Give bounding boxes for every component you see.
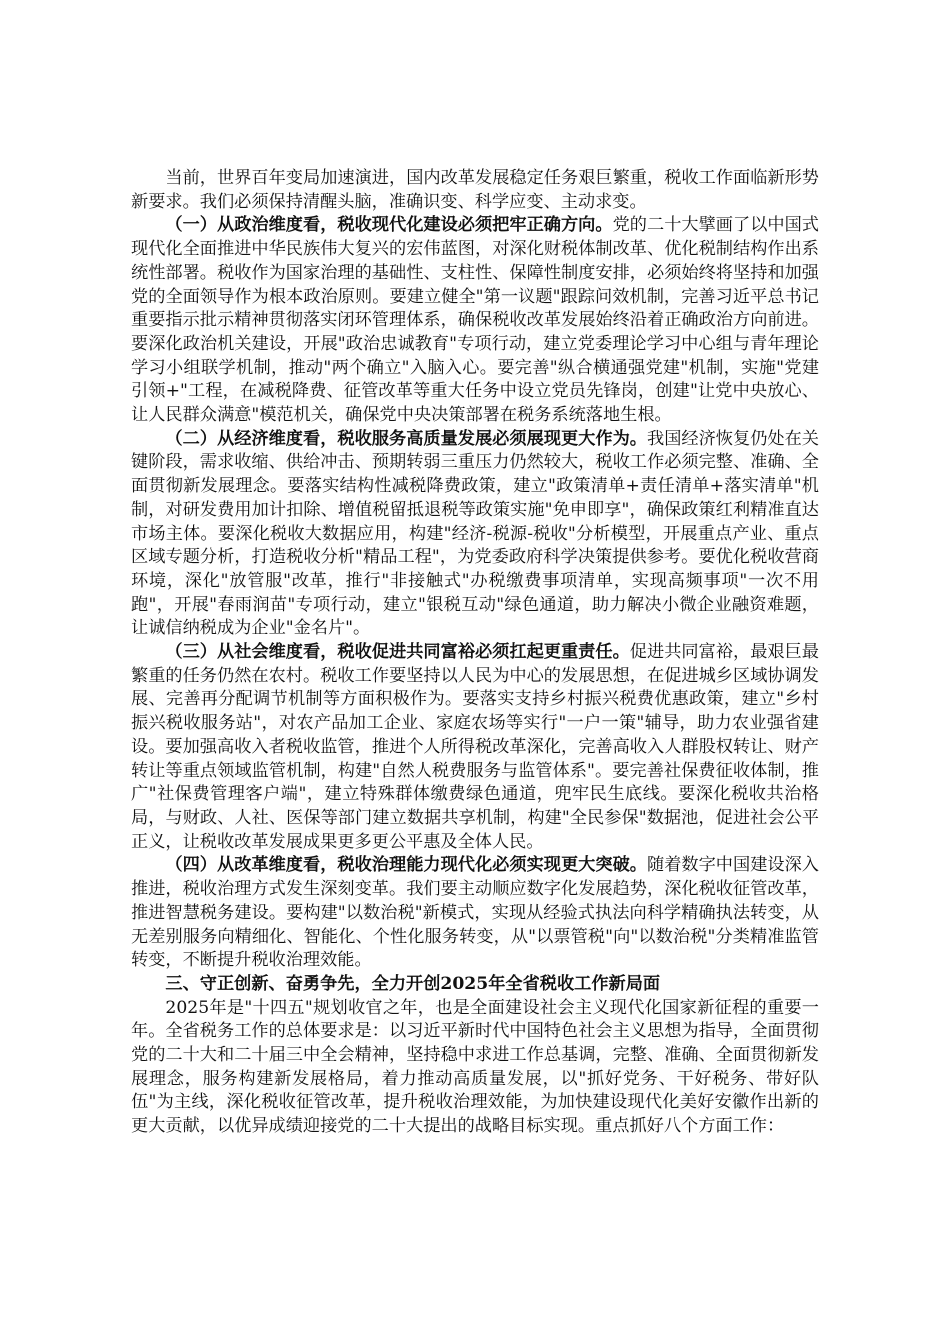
section-reform-body: 随着数字中国建设深入推进，税收治理方式发生深刻变革。我们要主动顺应数字化发展趋势，深化税收征管改革，推进智慧税务建设。要构建"以数治税"新模式，实现从经验式执法向科学精确执法转变，从无差别服务向精细化、智能化、个性化服务转变，从"以票管税"向"以数治税"分类精准监管转变，不断提升税收治理效能。 [131, 855, 819, 971]
section-reform-lead: （四）从改革维度看，税收治理能力现代化必须实现更大突破。 [165, 855, 647, 876]
section-political-body: 党的二十大擘画了以中国式现代化全面推进中华民族伟大复兴的宏伟蓝图，对深化财税体制改革、优化税制结构作出系统性部署。税收作为国家治理的基础性、支柱性、保障性制度安排，必须始终将坚持和加强党的全面领导作为根本政治原则。要建立健全"第一议题"跟踪问效机制，完善习近平总书记重要指示批示精神贯彻落实闭环管理体系，确保税收改革发展始终沿着正确政治方向前进。要深化政治机关建设，开展"政治忠诚教育"专项行动，建立党委理论学习中心组与青年理论学习小组联学机制，推动"两个确立"入脑入心。要完善"纵合横通强党建"机制，实施"党建引领+"工程，在减税降费、征管改革等重大任务中设立党员先锋岗，创建"让党中央放心、让人民群众满意"模范机关，确保党中央决策部署在税务系统落地生根。 [131, 215, 820, 426]
document-body [131, 167, 819, 1139]
section-social-body: 促进共同富裕，最艰巨最繁重的任务仍然在农村。税收工作要坚持以人民为中心的发展思想，在促进城乡区域协调发展、完善再分配调节机制等方面积极作为。要落实支持乡村振兴税费优惠政策，建立"乡村振兴税收服务站"，对农产品加工企业、家庭农场等实行"一户一策"辅导，助力农业强省建设。要加强高收入者税收监管，推进个人所得税改革深化，完善高收入人群股权转让、财产转让等重点领域监管机制，构建"自然人税费服务与监管体系"。要完善社保费征收体制，推广"社保费管理客户端"，建立特殊群体缴费绿色通道，兜牢民生底线。要深化税收共治格局，与财政、人社、医保等部门建立数据共享机制，构建"全民参保"数据池，促进社会公平正义，让税收改革发展成果更多更公平惠及全体人民。 [131, 642, 819, 852]
section-economic-lead: （二）从经济维度看，税收服务高质量发展必须展现更大作为。 [165, 428, 647, 449]
section-social-lead: （三）从社会维度看，税收促进共同富裕必须扛起更重责任。 [165, 642, 630, 663]
section-social [131, 641, 819, 854]
section-reform [131, 854, 819, 973]
section-economic [131, 428, 819, 641]
section-heading-three: 三、守正创新、奋勇争先，全力开创2025年全省税收工作新局面 [165, 973, 661, 994]
intro-paragraph: 当前，世界百年变局加速演进，国内改革发展稳定任务艰巨繁重，税收工作面临新形势新要求。我们必须保持清醒头脑，准确识变、科学应变、主动求变。 [131, 168, 819, 212]
closing-paragraph: 2025年是"十四五"规划收官之年，也是全面建设社会主义现代化国家新征程的重要一年。全省税务工作的总体要求是：以习近平新时代中国特色社会主义思想为指导，全面贯彻党的二十大和二十届三中全会精神，坚持稳中求进工作总基调，完整、准确、全面贯彻新发展理念，服务构建新发展格局，着力推动高质量发展，以"抓好党务、干好税务、带好队伍"为主线，深化税收征管改革，提升税收治理效能，为加快建设现代化美好安徽作出新的更大贡献，以优异成绩迎接党的二十大提出的战略目标实现。重点抓好八个方面工作： [131, 997, 819, 1137]
section-economic-body: 我国经济恢复仍处在关键阶段，需求收缩、供给冲击、预期转弱三重压力仍然较大，税收工作必须完整、准确、全面贯彻新发展理念。要落实结构性减税降费政策，建立"政策清单+责任清单+落实清单"机制，对研发费用加计扣除、增值税留抵退税等政策实施"免申即享"，确保政策红利精准直达市场主体。要深化税收大数据应用，构建"经济-税源-税收"分析模型，开展重点产业、重点区域专题分析，打造税收分析"精品工程"，为党委政府科学决策提供参考。要优化税收营商环境，深化"放管服"改革，推行"非接触式"办税缴费事项清单，实现高频事项"一次不用跑"，开展"春雨润苗"专项行动，建立"银税互动"绿色通道，助力解决小微企业融资难题，让诚信纳税成为企业"金名片"。 [131, 428, 819, 639]
section-political [131, 214, 819, 427]
section-political-lead: （一）从政治维度看，税收现代化建设必须把牢正确方向。 [165, 215, 613, 236]
